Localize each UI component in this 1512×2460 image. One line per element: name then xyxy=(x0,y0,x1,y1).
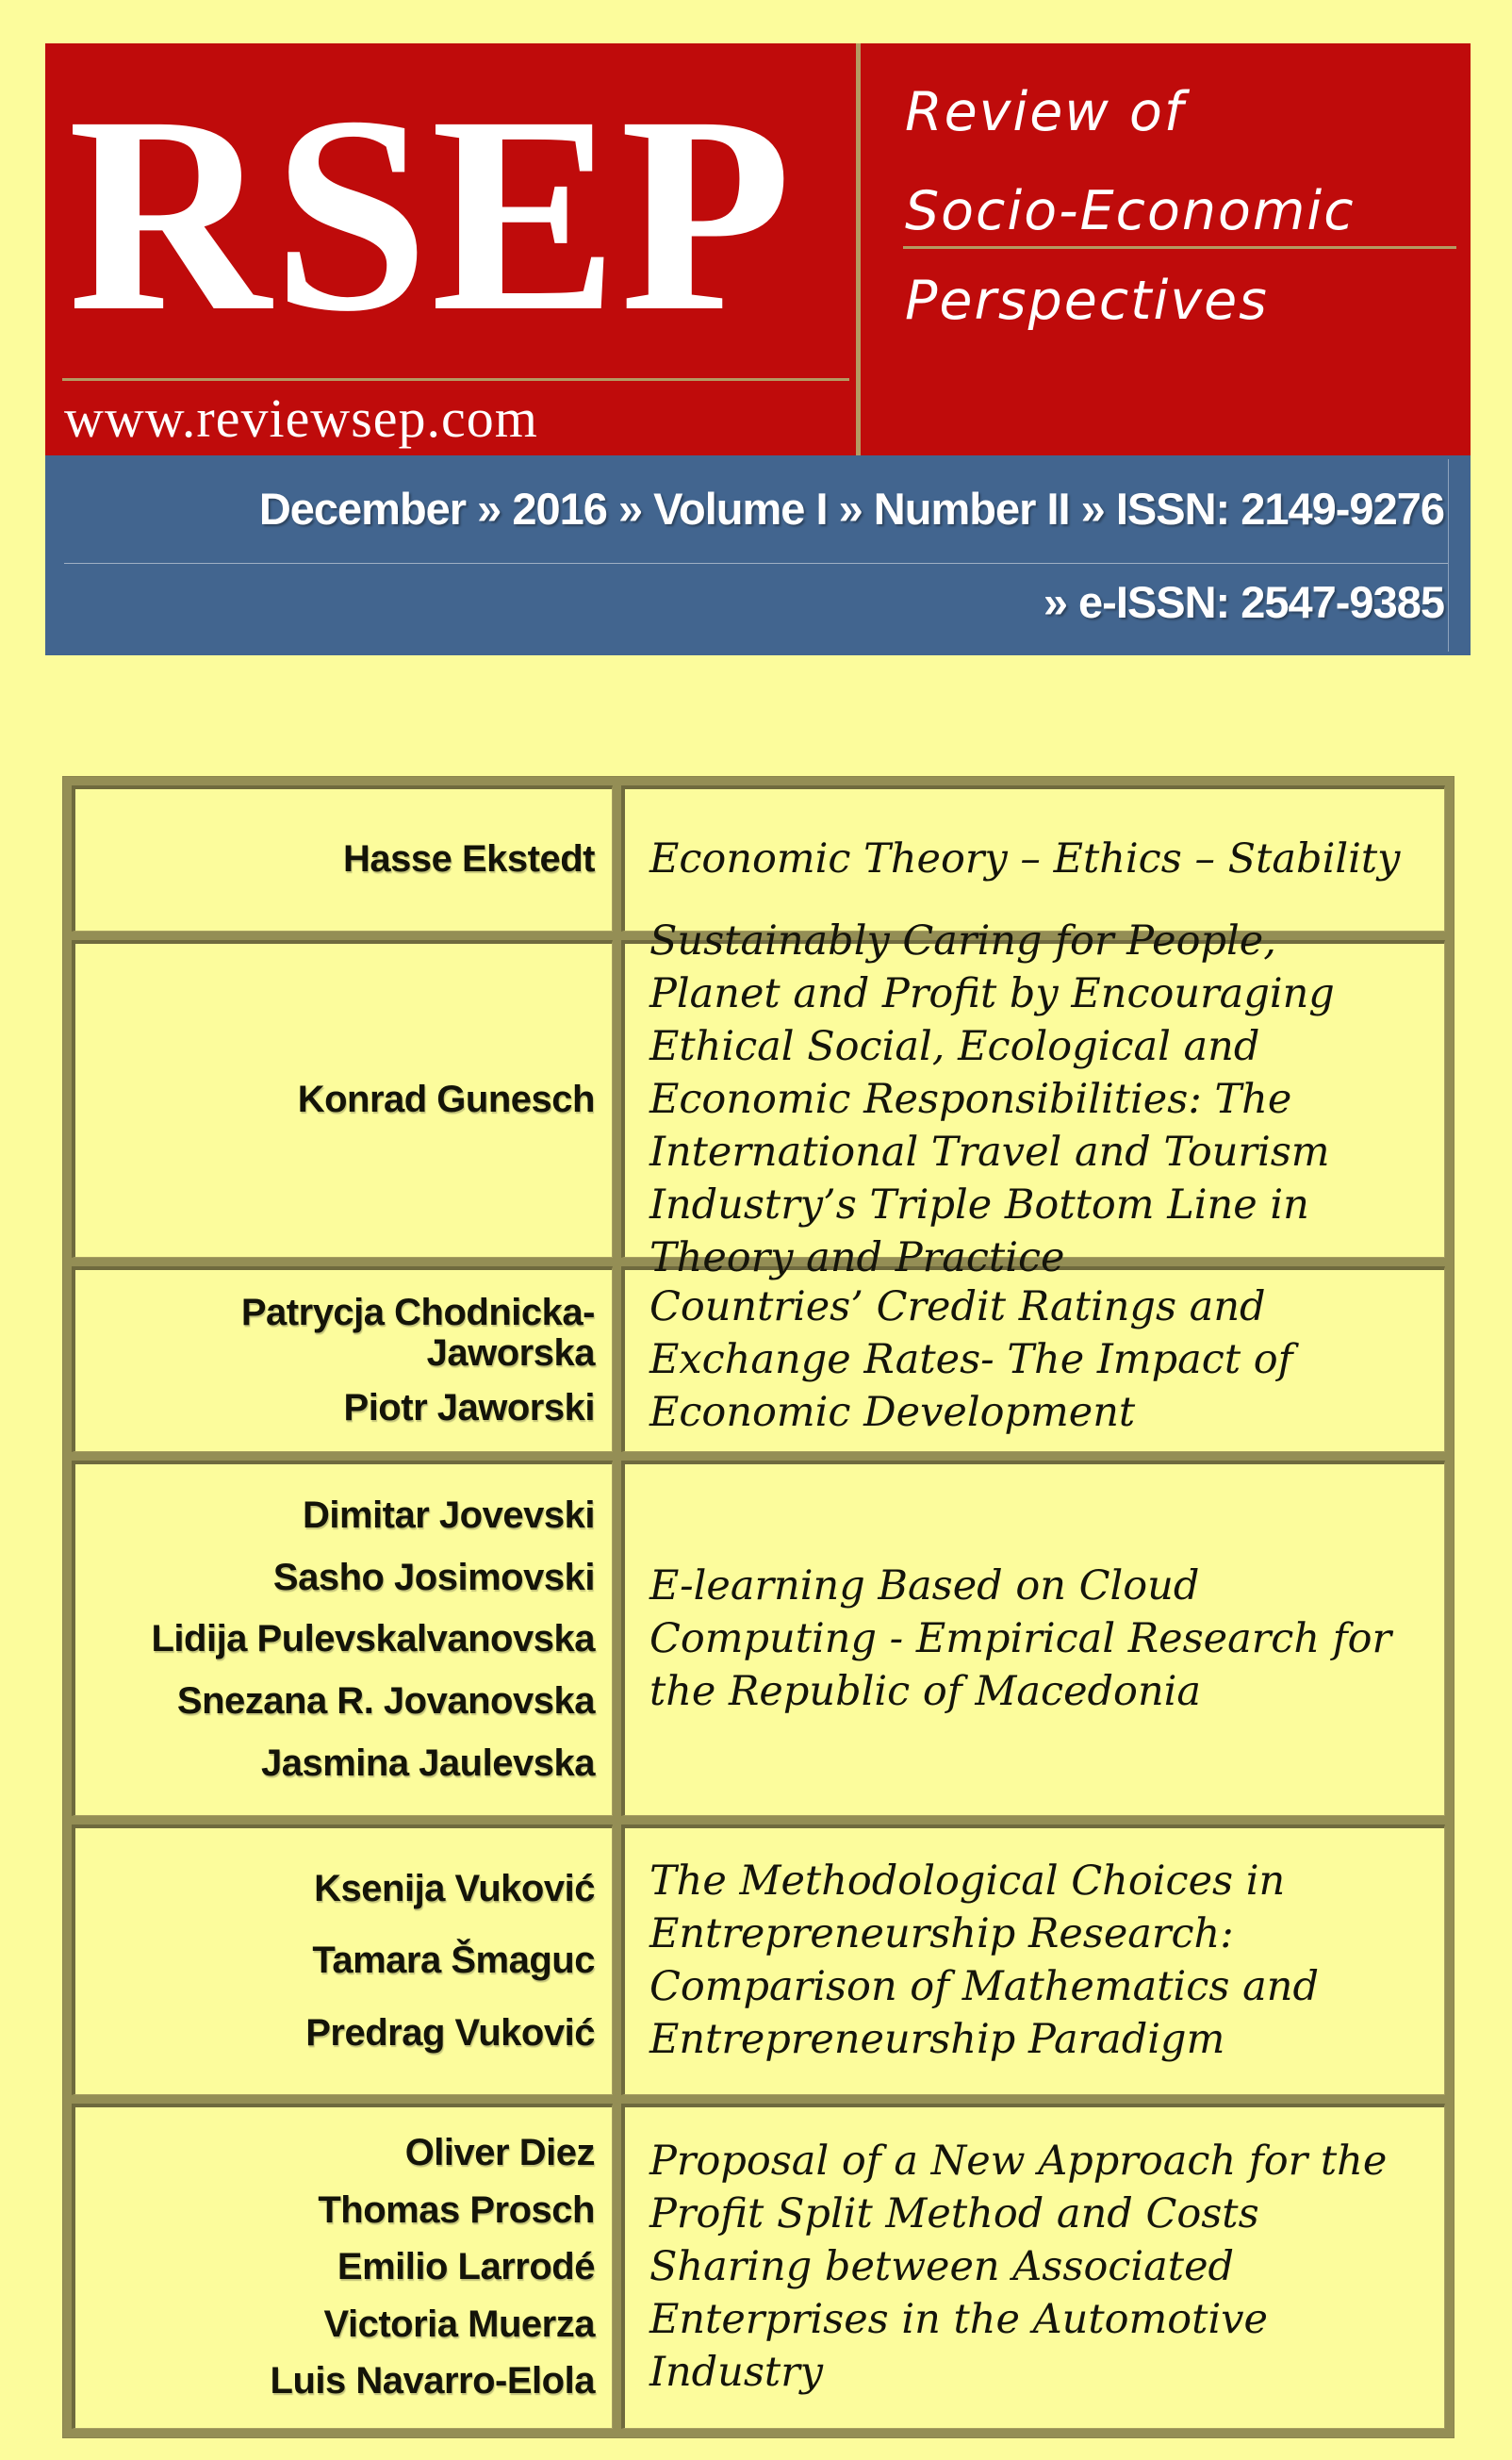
issue-banner-rule xyxy=(64,563,1448,564)
author-name: Patrycja Chodnicka-Jaworska xyxy=(240,1292,595,1375)
journal-name-line-3: Perspectives xyxy=(905,270,1269,332)
journal-name-line-1: Review of xyxy=(905,81,1185,143)
table-row xyxy=(72,2104,1445,2429)
table-row xyxy=(72,1266,1445,1452)
authors-cell xyxy=(72,2104,613,2429)
table-of-contents xyxy=(62,776,1454,2438)
eissn-line: » e-ISSN: 2547-9385 xyxy=(1043,576,1444,627)
author-name: Oliver Diez xyxy=(404,2132,595,2174)
title-cell xyxy=(621,1461,1445,1816)
table-row xyxy=(72,940,1445,1258)
author-name: Thomas Prosch xyxy=(318,2188,595,2231)
author-name: Tamara Šmaguc xyxy=(312,1940,595,1982)
author-name: Ksenija Vuković xyxy=(314,1868,595,1910)
table-row xyxy=(72,785,1445,932)
masthead-right-rule xyxy=(903,246,1456,249)
journal-website-link[interactable]: www.reviewsep.com xyxy=(64,388,538,449)
title-cell xyxy=(621,917,1445,1281)
author-name: Snezana R. Jovanovska xyxy=(176,1680,595,1723)
issue-banner-inner-border xyxy=(1448,459,1449,652)
author-name: Predrag Vuković xyxy=(305,2011,595,2054)
paper-title: The Methodological Choices in Entrepreneurship Research: Comparison of Mathematics and Entrepreneurship Paradigm xyxy=(649,1857,1319,2063)
title-cell xyxy=(621,1824,1445,2095)
paper-title: E-learning Based on Cloud Computing - Empirical Research for the Republic of Macedonia xyxy=(649,1562,1392,1715)
author-name: Konrad Gunesch xyxy=(297,1079,595,1121)
issue-info-banner xyxy=(45,455,1471,655)
masthead-left-rule xyxy=(62,378,849,381)
table-row xyxy=(72,1461,1445,1816)
masthead-right-panel xyxy=(861,43,1471,455)
authors-cell xyxy=(72,1266,613,1452)
author-name: Piotr Jaworski xyxy=(343,1386,595,1428)
title-cell xyxy=(621,785,1445,932)
author-name: Victoria Muerza xyxy=(323,2303,595,2345)
author-name: Luis Navarro-Elola xyxy=(270,2360,595,2402)
paper-title: Countries’ Credit Ratings and Exchange Rates- The Impact of Economic Development xyxy=(649,1283,1293,1436)
masthead-left-panel xyxy=(45,43,856,455)
paper-title: Sustainably Caring for People, Planet and Profit by Encouraging Ethical Social, Ecological and Economic Responsibilities: The International Travel and Tourism Industry’s Triple Bottom Line in Theory and Practice xyxy=(649,917,1335,1281)
issue-info-line: December » 2016 » Volume I » Number II » ISSN: 2149-9276 xyxy=(258,483,1444,534)
journal-name-line-2: Socio-Economic xyxy=(905,180,1356,242)
authors-cell xyxy=(72,1824,613,2095)
author-name: Jasmina Jaulevska xyxy=(260,1742,595,1785)
author-name: Hasse Ekstedt xyxy=(342,838,595,881)
authors-cell xyxy=(72,1461,613,1816)
table-row xyxy=(72,1824,1445,2095)
author-name: Dimitar Jovevski xyxy=(303,1494,595,1536)
masthead-banner xyxy=(45,43,1471,455)
paper-title: Economic Theory – Ethics – Stability xyxy=(649,835,1401,883)
paper-title: Proposal of a New Approach for the Profit Split Method and Costs Sharing between Associated Enterprises in the Automotive Industry xyxy=(649,2138,1388,2396)
author-name: Sasho Josimovski xyxy=(272,1556,595,1598)
title-cell xyxy=(621,2104,1445,2429)
author-name: Lidija Pulevskalvanovska xyxy=(151,1618,595,1660)
authors-cell xyxy=(72,785,613,932)
authors-cell xyxy=(72,940,613,1258)
title-cell xyxy=(621,1266,1445,1452)
author-name: Emilio Larrodé xyxy=(337,2246,595,2288)
journal-logo: RSEP xyxy=(68,58,794,370)
